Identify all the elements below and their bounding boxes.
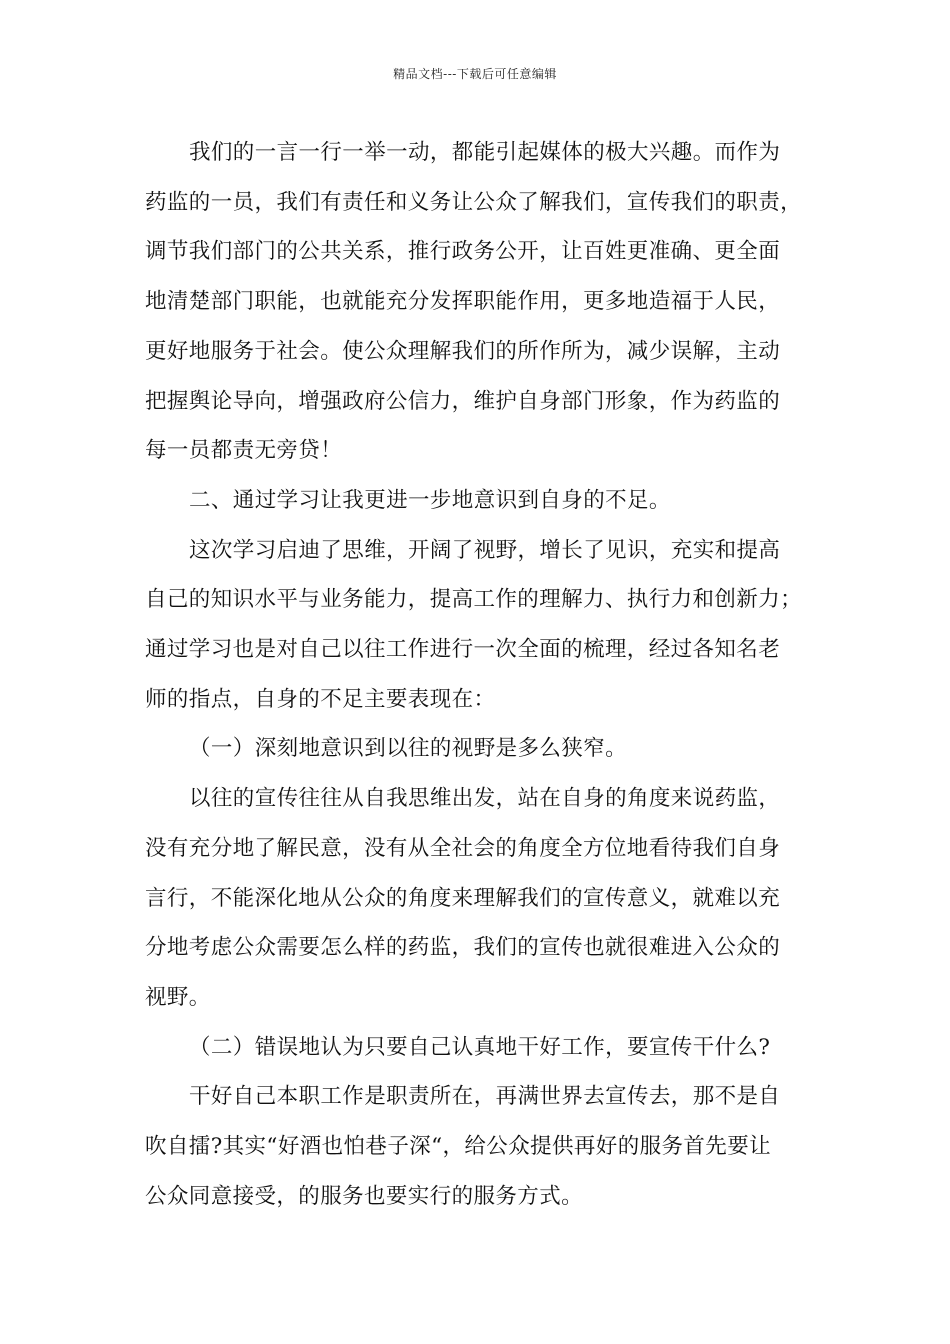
text-line: 地清楚部门职能，也就能充分发挥职能作用，更多地造福于人民， (145, 289, 781, 315)
text-line: 二、通过学习让我更进一步地意识到自身的不足。 (189, 487, 671, 513)
paragraph (145, 526, 815, 725)
text-line: 每一员都责无旁贷！ (145, 438, 343, 464)
paragraph (145, 774, 815, 1023)
document-body (145, 128, 815, 1221)
text-line: 分地考虑公众需要怎么样的药监，我们的宣传也就很难进入公众的 (145, 935, 781, 961)
text-line: 言行，不能深化地从公众的角度来理解我们的宣传意义，就难以充 (145, 885, 781, 911)
paragraph (145, 724, 815, 774)
text-line: 干好自己本职工作是职责所在，再满世界去宣传去，那不是自 (189, 1084, 781, 1110)
text-line: 更好地服务于社会。使公众理解我们的所作所为，减少误解，主动 (145, 338, 781, 364)
text-line: 自己的知识水平与业务能力，提高工作的理解力、执行力和创新力； (145, 587, 803, 613)
page-header: 精品文档---下载后可任意编辑 (393, 67, 557, 81)
paragraph (145, 128, 815, 476)
paragraph (145, 1072, 815, 1221)
text-line: 没有充分地了解民意，没有从全社会的角度全方位地看待我们自身 (145, 835, 781, 861)
text-line: 把握舆论导向，增强政府公信力，维护自身部门形象，作为药监的 (145, 388, 781, 414)
text-line: （一）深刻地意识到以往的视野是多么狭窄。 (189, 736, 628, 762)
text-line: 药监的一员，我们有责任和义务让公众了解我们，宣传我们的职责， (145, 189, 803, 215)
text-line: 以往的宣传往往从自我思维出发，站在自身的角度来说药监， (189, 786, 781, 812)
text-line: 通过学习也是对自己以往工作进行一次全面的梳理，经过各知名老 (145, 637, 781, 663)
text-line: （二）错误地认为只要自己认真地干好工作，要宣传干什么? (189, 1034, 771, 1060)
text-line: 师的指点，自身的不足主要表现在： (145, 686, 496, 712)
text-line: 调节我们部门的公共关系，推行政务公开，让百姓更准确、更全面 (145, 239, 781, 265)
text-line: 这次学习启迪了思维，开阔了视野，增长了见识，充实和提高 (189, 537, 781, 563)
text-line: 公众同意接受，的服务也要实行的服务方式。 (145, 1183, 584, 1209)
text-line: 吹自擂?其实“好酒也怕巷子深“，给公众提供再好的服务首先要让 (145, 1134, 772, 1160)
text-line: 我们的一言一行一举一动，都能引起媒体的极大兴趣。而作为 (189, 140, 781, 165)
paragraph (145, 476, 815, 526)
paragraph (145, 1023, 815, 1073)
text-line: 视野。 (145, 984, 211, 1010)
